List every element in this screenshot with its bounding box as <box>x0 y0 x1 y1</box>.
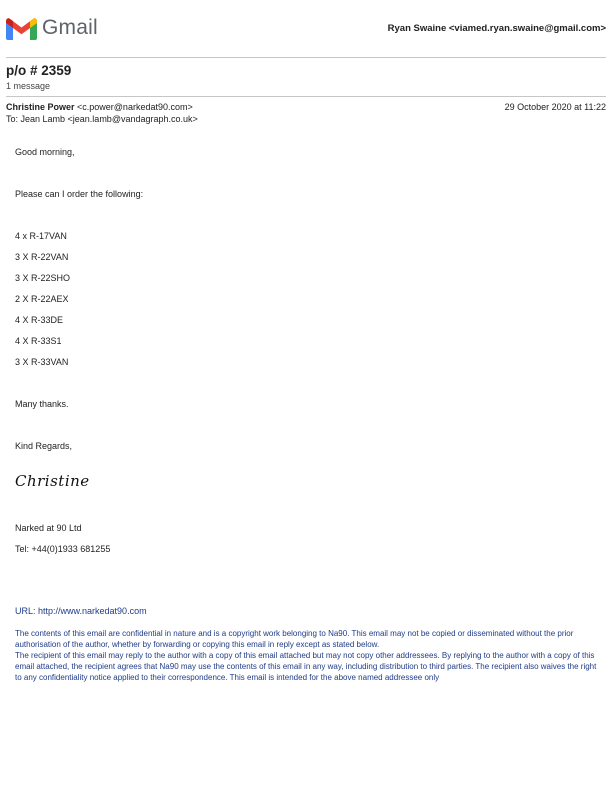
order-item: 4 x R-17VAN <box>15 231 67 241</box>
disclaimer-paragraph: The recipient of this email may reply to the author with a copy of this email attached but may not copy other addressees. By replying to the author with a copy of this email attached, the recipient agrees that Na90 may use the contents of this email in any way, including distribution to third parties. The recipient also waives the right to any confidentiality notice applied to their correspondence. This email is intended for the above named addressee only <box>15 651 597 682</box>
thread-subject: p/o # 2359 <box>6 63 72 78</box>
message-count: 1 message <box>6 81 51 91</box>
header-divider <box>6 57 606 58</box>
order-request: Please can I order the following: <box>15 189 144 199</box>
gmail-logo[interactable] <box>6 14 98 42</box>
order-item: 4 X R-33DE <box>15 315 64 325</box>
sender-name: Christine Power <box>6 102 75 112</box>
company-name: Narked at 90 Ltd <box>15 523 82 533</box>
order-item: 3 X R-33VAN <box>15 357 69 367</box>
gmail-wordmark: Gmail <box>42 16 98 39</box>
order-item: 2 X R-22AEX <box>15 294 69 304</box>
handwritten-signature: Christine <box>15 472 90 490</box>
company-url-link[interactable]: http://www.narkedat90.com <box>38 606 147 616</box>
page-header <box>6 14 606 44</box>
order-item: 4 X R-33S1 <box>15 336 62 346</box>
message-sender <box>6 102 193 112</box>
url-label: URL: <box>15 606 39 616</box>
subject-divider <box>6 96 606 97</box>
message-date: 29 October 2020 at 11:22 <box>504 102 606 112</box>
closing-line: Kind Regards, <box>15 441 73 451</box>
order-item: 3 X R-22VAN <box>15 252 69 262</box>
gmail-m-icon <box>6 17 37 40</box>
message-recipient: To: Jean Lamb <jean.lamb@vandagraph.co.uk> <box>6 114 198 124</box>
thanks-line: Many thanks. <box>15 399 69 409</box>
account-label: Ryan Swaine <viamed.ryan.swaine@gmail.com> <box>387 23 606 34</box>
phone-number: Tel: +44(0)1933 681255 <box>15 544 111 554</box>
sender-email: <c.power@narkedat90.com> <box>77 102 193 112</box>
company-url <box>15 606 147 616</box>
disclaimer-paragraph: The contents of this email are confidential in nature and is a copyright work belonging to Na90. This email may not be copied or disseminated without the prior authorisation of the author, whether by forwarding or copying this email in reply except as stated below. <box>15 629 574 649</box>
order-item: 3 X R-22SHO <box>15 273 71 283</box>
confidentiality-disclaimer <box>15 628 600 683</box>
greeting: Good morning, <box>15 147 75 157</box>
